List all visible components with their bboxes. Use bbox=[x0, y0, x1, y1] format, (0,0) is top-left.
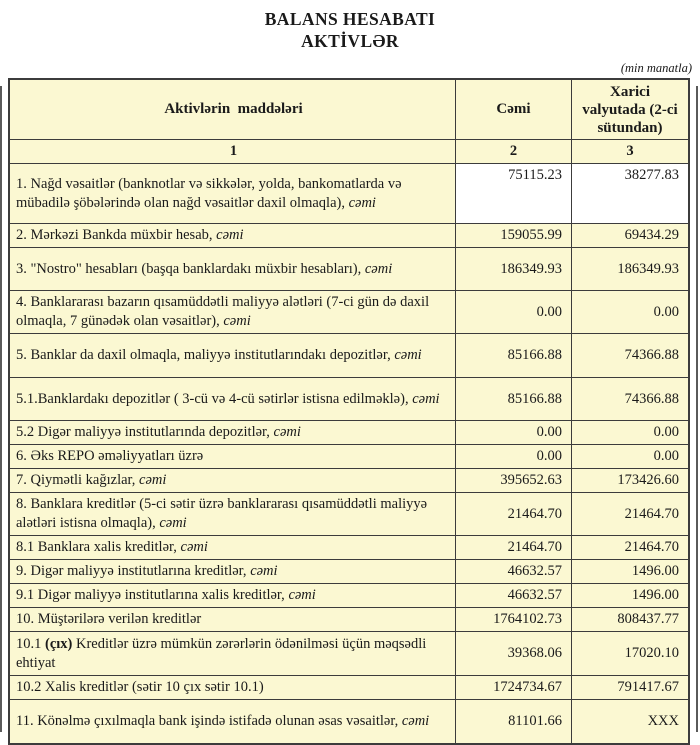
foreign-value-cell: 808437.77 bbox=[617, 611, 679, 627]
document-title: BALANS HESABATI bbox=[264, 9, 436, 29]
foreign-value-cell: 1496.00 bbox=[631, 563, 679, 579]
foreign-value-cell: 21464.70 bbox=[624, 505, 679, 522]
total-value-cell: 81101.66 bbox=[456, 700, 572, 743]
table-row bbox=[10, 224, 688, 248]
item-label: 1. Nağd vəsaitlər (banknotlar və sikkələr, yolda, bankomatlarda və mübadilə şöbələrində olan nağd vəsaitlər daxil olmaqla), cəmi bbox=[16, 175, 402, 211]
table-row bbox=[10, 676, 688, 700]
item-label-cell bbox=[10, 378, 456, 420]
column-index-row bbox=[10, 140, 688, 164]
item-label: 8. Banklara kreditlər (5-ci sətir üzrə banklararası qısamüddətli maliyyə alətləri istisna olmaqla), cəmi bbox=[16, 496, 428, 531]
item-label: 9.1 Digər maliyyə institutlarına xalis kreditlər, cəmi bbox=[16, 587, 316, 603]
foreign-value-cell: 17020.10 bbox=[624, 645, 679, 661]
table-row bbox=[10, 164, 688, 224]
item-label-cell bbox=[10, 608, 456, 631]
foreign-value-cell: 173426.60 bbox=[617, 472, 679, 488]
item-label: 9. Digər maliyyə institutlarına kreditlər, cəmi bbox=[16, 563, 278, 579]
item-label-cell bbox=[10, 248, 456, 290]
item-label-cell bbox=[10, 469, 456, 492]
column-index-3: 3 bbox=[626, 143, 634, 159]
total-value-cell: 21464.70 bbox=[456, 493, 572, 535]
table-row bbox=[10, 608, 688, 632]
foreign-value-cell: 38277.83 bbox=[572, 164, 688, 223]
item-label: 5. Banklar da daxil olmaqla, maliyyə institutlarındakı depozitlər, cəmi bbox=[16, 347, 422, 363]
item-label: 2. Mərkəzi Bankda müxbir hesab, cəmi bbox=[16, 227, 244, 243]
item-label: 8.1 Banklara xalis kreditlər, cəmi bbox=[16, 539, 208, 555]
page-edge-line-left bbox=[0, 86, 2, 732]
total-value-cell: 395652.63 bbox=[456, 469, 572, 492]
table-row bbox=[10, 445, 688, 469]
balance-sheet-table bbox=[8, 78, 690, 745]
foreign-value-cell: 1496.00 bbox=[631, 587, 679, 603]
total-value-cell: 75115.23 bbox=[456, 164, 572, 223]
item-label: 10.2 Xalis kreditlər (sətir 10 çıx sətir 10.1) bbox=[16, 679, 264, 695]
foreign-value-cell: 21464.70 bbox=[624, 539, 679, 555]
foreign-value-cell: 74366.88 bbox=[624, 347, 679, 363]
item-label-cell bbox=[10, 421, 456, 444]
total-value-cell: 46632.57 bbox=[456, 584, 572, 607]
item-label-cell bbox=[10, 493, 456, 535]
table-row bbox=[10, 248, 688, 291]
item-label-cell bbox=[10, 676, 456, 699]
total-value-cell: 85166.88 bbox=[456, 334, 572, 377]
total-value-cell: 0.00 bbox=[456, 445, 572, 468]
table-row bbox=[10, 700, 688, 743]
table-row bbox=[10, 378, 688, 421]
total-value-cell: 0.00 bbox=[456, 291, 572, 333]
total-value-cell: 21464.70 bbox=[456, 536, 572, 559]
item-label-cell bbox=[10, 164, 456, 223]
item-label: 5.1.Banklardakı depozitlər ( 3-cü və 4-cü sətirlər istisna edilməklə), cəmi bbox=[16, 390, 440, 407]
item-label: 4. Banklararası bazarın qısamüddətli maliyyə alətləri (7-ci gün də daxil olmaqla, 7 günədək olan vəsaitlər), cəmi bbox=[16, 294, 430, 329]
foreign-value-cell: 0.00 bbox=[653, 303, 679, 320]
item-label-cell bbox=[10, 560, 456, 583]
column-index-2: 2 bbox=[456, 140, 572, 163]
total-value-cell: 85166.88 bbox=[456, 378, 572, 420]
item-label-cell bbox=[10, 700, 456, 743]
foreign-value-cell: 791417.67 bbox=[617, 679, 679, 695]
foreign-value-cell: 74366.88 bbox=[624, 390, 679, 407]
items-column-header: Aktivlərin maddələri bbox=[10, 80, 456, 139]
item-label-cell bbox=[10, 584, 456, 607]
foreign-value-cell: 0.00 bbox=[653, 424, 679, 440]
foreign-value-cell: 186349.93 bbox=[617, 260, 679, 277]
item-label-cell bbox=[10, 291, 456, 333]
table-body bbox=[10, 164, 688, 743]
table-row bbox=[10, 560, 688, 584]
foreign-value-cell: 69434.29 bbox=[624, 227, 679, 243]
table-row bbox=[10, 469, 688, 493]
table-row bbox=[10, 334, 688, 378]
table-row bbox=[10, 632, 688, 676]
item-label-cell bbox=[10, 632, 456, 675]
document-subtitle: AKTİVLƏR bbox=[301, 31, 399, 51]
unit-note: (min manatla) bbox=[620, 61, 692, 75]
total-value-cell: 1724734.67 bbox=[456, 676, 572, 699]
total-value-cell: 0.00 bbox=[456, 421, 572, 444]
column-index-1: 1 bbox=[10, 140, 456, 163]
total-column-header: Cəmi bbox=[456, 80, 572, 139]
table-row bbox=[10, 536, 688, 560]
total-value-cell: 186349.93 bbox=[456, 248, 572, 290]
page-edge-line-right bbox=[696, 86, 698, 732]
table-row bbox=[10, 584, 688, 608]
item-label-cell bbox=[10, 536, 456, 559]
item-label-cell bbox=[10, 224, 456, 247]
item-label: 10.1 (çıx) Kreditlər üzrə mümkün zərərlərin ödənilməsi üçün məqsədli ehtiyat bbox=[16, 635, 427, 671]
foreign-value-cell: XXX bbox=[647, 713, 679, 729]
total-value-cell: 1764102.73 bbox=[456, 608, 572, 631]
table-row bbox=[10, 291, 688, 334]
item-label: 6. Əks REPO əməliyyatları üzrə bbox=[16, 448, 204, 464]
table-row bbox=[10, 421, 688, 445]
total-value-cell: 46632.57 bbox=[456, 560, 572, 583]
foreign-value-cell: 0.00 bbox=[653, 448, 679, 464]
table-header-row bbox=[10, 80, 688, 140]
item-label: 10. Müştərilərə verilən kreditlər bbox=[16, 611, 202, 627]
item-label: 3. "Nostro" hesabları (başqa banklardakı müxbir hesabları), cəmi bbox=[16, 260, 393, 277]
total-value-cell: 159055.99 bbox=[456, 224, 572, 247]
item-label: 7. Qiymətli kağızlar, cəmi bbox=[16, 472, 167, 488]
foreign-currency-column-header: Xarici valyutada (2-ci sütundan) bbox=[582, 83, 678, 136]
item-label-cell bbox=[10, 445, 456, 468]
item-label: 5.2 Digər maliyyə institutlarında depozitlər, cəmi bbox=[16, 424, 301, 440]
item-label-cell bbox=[10, 334, 456, 377]
total-value-cell: 39368.06 bbox=[456, 632, 572, 675]
item-label: 11. Könəlmə çıxılmaqla bank işində istifadə olunan əsas vəsaitlər, cəmi bbox=[16, 713, 430, 729]
table-row bbox=[10, 493, 688, 536]
